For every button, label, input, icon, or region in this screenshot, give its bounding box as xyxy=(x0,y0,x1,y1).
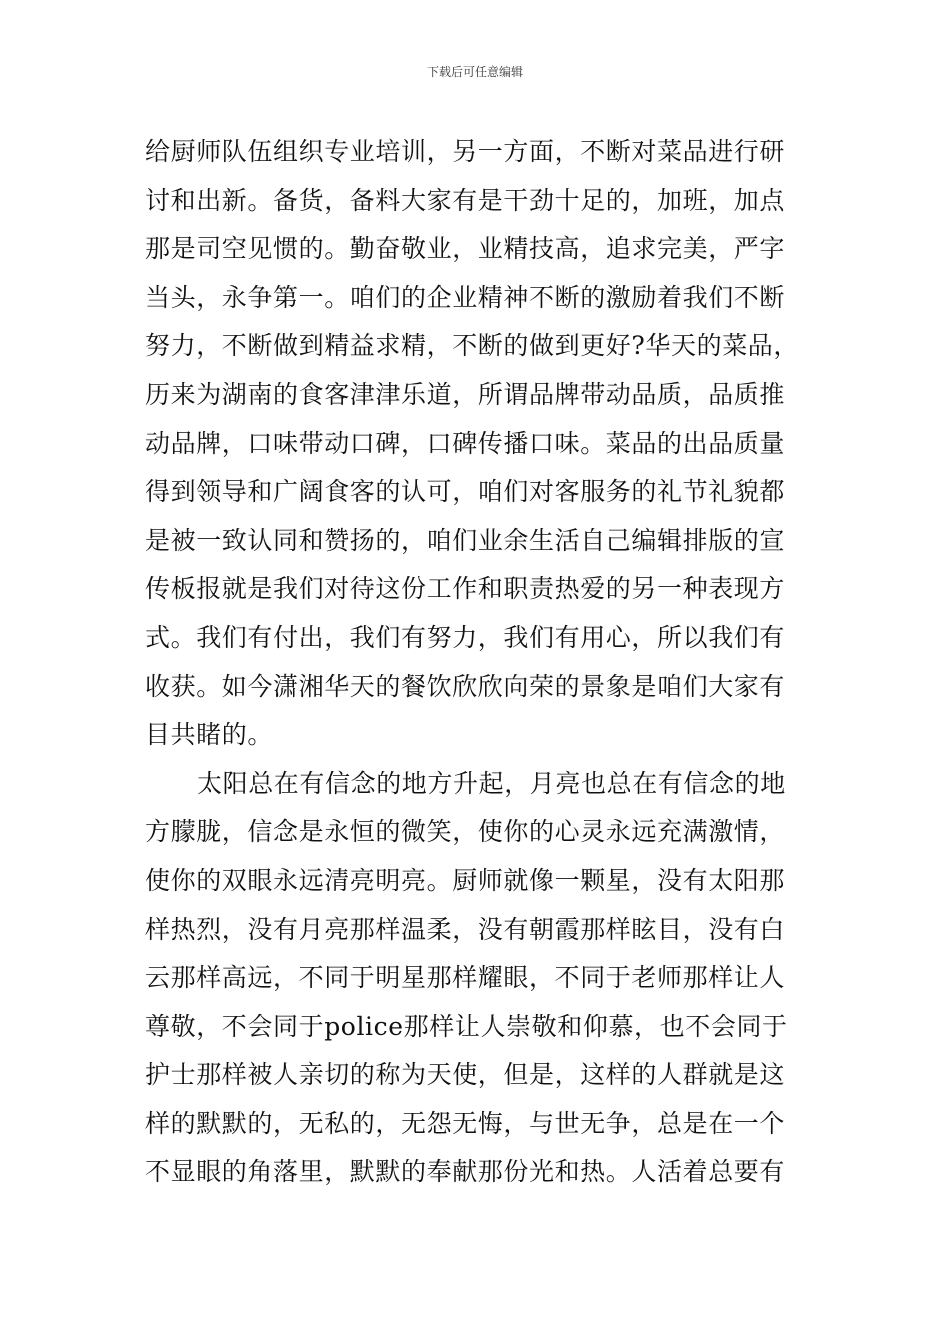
text-line: 式。我们有付出，我们有努力，我们有用心，所以我们有 xyxy=(145,622,786,652)
text-line: 云那样高远，不同于明星那样耀眼，不同于老师那样让人 xyxy=(145,963,786,993)
text-line: 当头，永争第一。咱们的企业精神不断的激励着我们不断 xyxy=(145,282,786,312)
page-header: 下载后可任意编辑 xyxy=(426,65,523,79)
text-line: 目共睹的。 xyxy=(145,720,274,750)
text-line: 尊敬，不会同于police那样让人崇敬和仰慕，也不会同于 xyxy=(145,1011,788,1041)
paragraph-1 xyxy=(145,128,825,760)
text-line: 动品牌，口味带动口碑，口碑传播口味。菜品的出品质量 xyxy=(145,428,786,458)
text-line: 那是司空见惯的。勤奋敬业，业精技高，追求完美，严字 xyxy=(145,234,786,264)
text-line: 使你的双眼永远清亮明亮。厨师就像一颗星，没有太阳那 xyxy=(145,865,786,895)
text-line: 得到领导和广阔食客的认可，咱们对客服务的礼节礼貌都 xyxy=(145,477,786,507)
text-line: 历来为湖南的食客津津乐道，所谓品牌带动品质，品质推 xyxy=(145,379,786,409)
text-line: 收获。如今潇湘华天的餐饮欣欣向荣的景象是咱们大家有 xyxy=(145,671,786,701)
text-line: 讨和出新。备货，备料大家有是干劲十足的，加班，加点 xyxy=(145,185,786,215)
text-line: 样的默默的，无私的，无怨无悔，与世无争，总是在一个 xyxy=(145,1108,786,1138)
document-body xyxy=(145,128,825,1197)
text-line: 是被一致认同和赞扬的，咱们业余生活自己编辑排版的宣 xyxy=(145,525,786,555)
text-line: 方朦胧，信念是永恒的微笑，使你的心灵永远充满激情， xyxy=(145,817,786,847)
text-line: 太阳总在有信念的地方升起，月亮也总在有信念的地 xyxy=(197,768,786,798)
text-line: 样热烈，没有月亮那样温柔，没有朝霞那样眩目，没有白 xyxy=(145,914,786,944)
text-line: 不显眼的角落里，默默的奉献那份光和热。人活着总要有 xyxy=(145,1157,786,1187)
text-line: 传板报就是我们对待这份工作和职责热爱的另一种表现方 xyxy=(145,574,786,604)
text-line: 努力，不断做到精益求精，不断的做到更好?华天的菜品， xyxy=(145,331,800,361)
text-line: 护士那样被人亲切的称为天使，但是，这样的人群就是这 xyxy=(145,1060,786,1090)
text-line: 给厨师队伍组织专业培训，另一方面，不断对菜品进行研 xyxy=(145,137,786,166)
paragraph-2 xyxy=(145,760,825,1197)
